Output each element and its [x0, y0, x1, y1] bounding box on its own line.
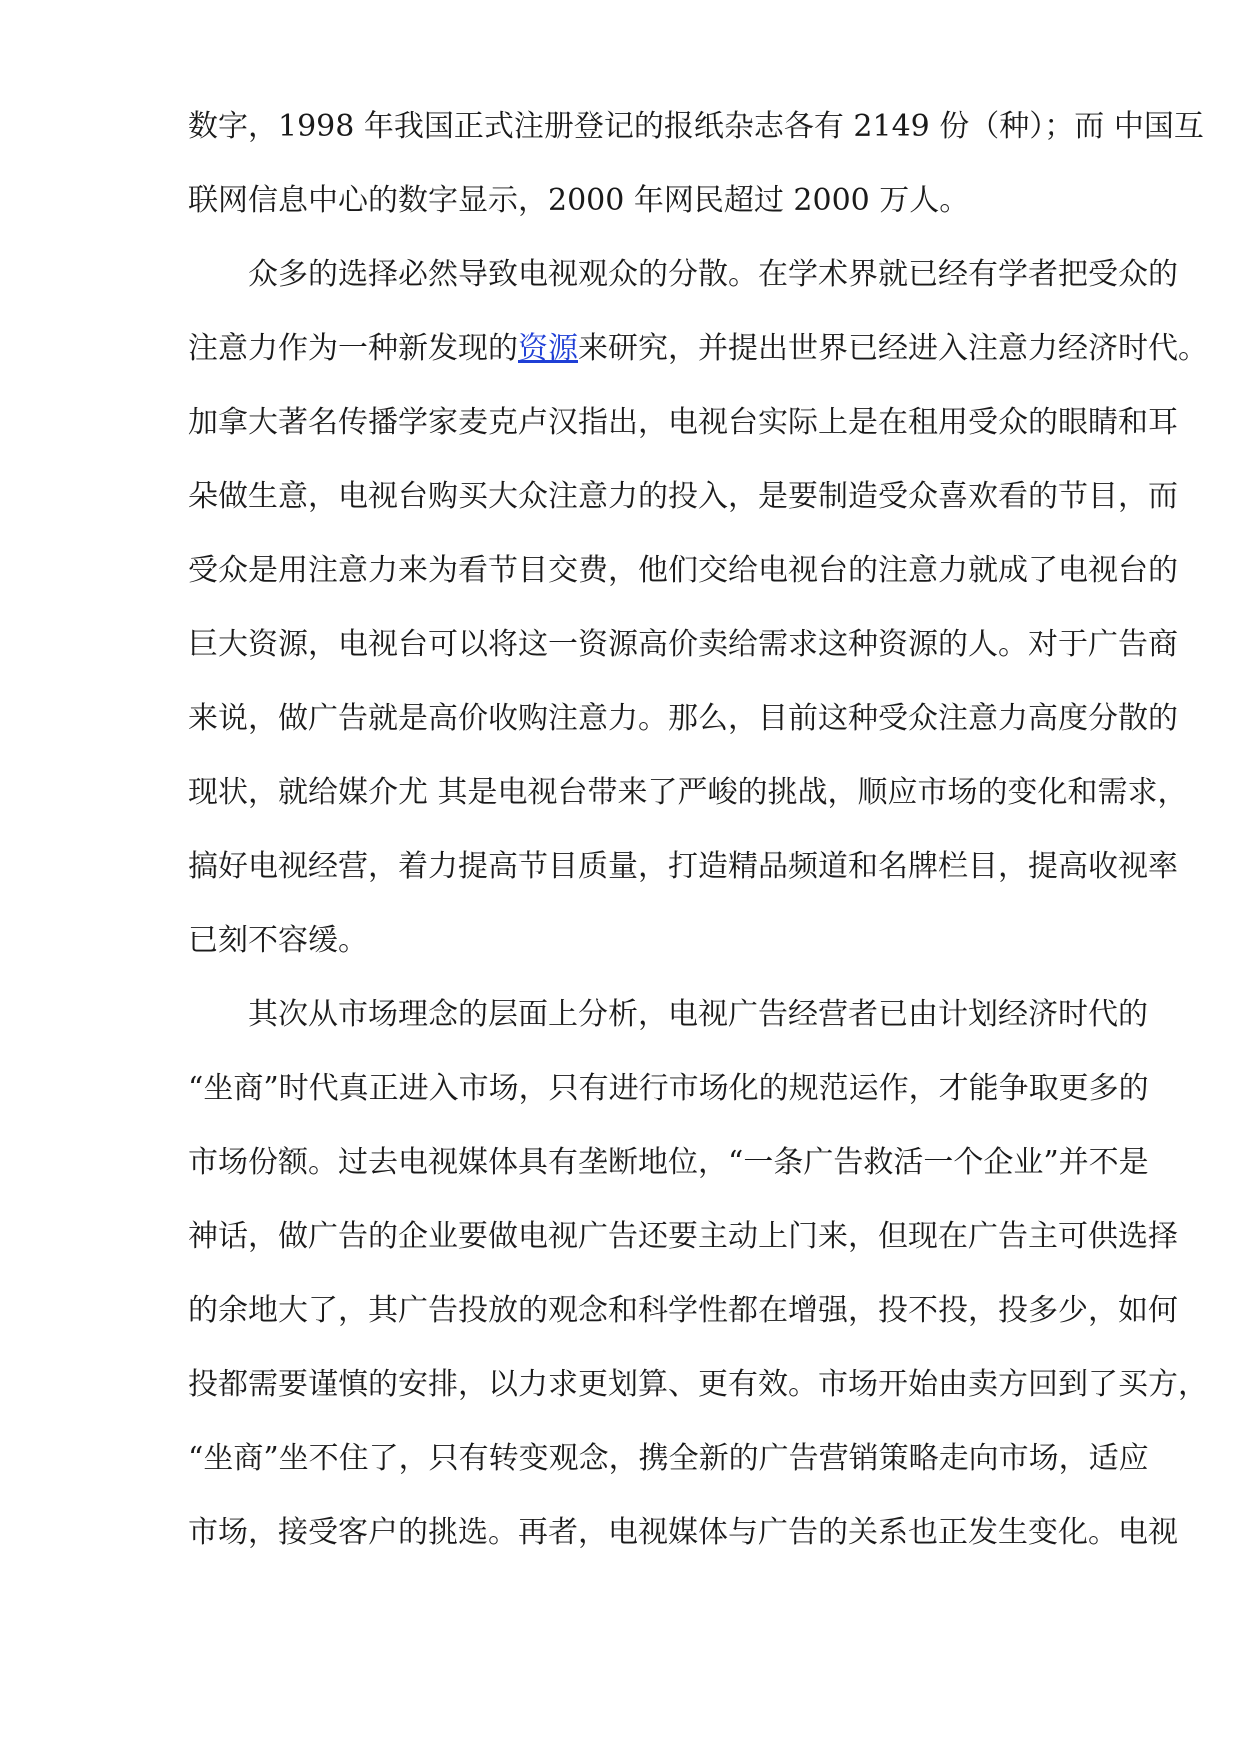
text-line: 加拿大著名传播学家麦克卢汉指出，电视台实际上是在租用受众的眼睛和耳: [188, 405, 1178, 440]
text-line: 已刻不容缓。: [188, 923, 368, 958]
text-line: 神话，做广告的企业要做电视广告还要主动上门来，但现在广告主可供选择: [188, 1219, 1178, 1254]
paragraph-first-line: 众多的选择必然导致电视观众的分散。在学术界就已经有学者把受众的: [248, 257, 1178, 292]
text-line: 的余地大了，其广告投放的观念和科学性都在增强，投不投，投多少，如何: [188, 1293, 1178, 1328]
text-fragment: 注意力作为一种新发现的: [188, 331, 518, 366]
text-line: 联网信息中心的数字显示，2000 年网民超过 2000 万人。: [188, 183, 970, 218]
text-line-with-link: [188, 312, 1208, 386]
body-text: [188, 90, 1208, 1570]
text-line: 数字，1998 年我国正式注册登记的报纸杂志各有 2149 份（种）；而 中国互: [188, 109, 1204, 144]
text-line: 投都需要谨慎的安排，以力求更划算、更有效。市场开始由卖方回到了买方，: [188, 1367, 1208, 1402]
text-line: 市场份额。过去电视媒体具有垄断地位，“一条广告救活一个企业”并不是: [188, 1145, 1149, 1180]
text-line: “坐商”时代真正进入市场，只有进行市场化的规范运作，才能争取更多的: [188, 1071, 1149, 1106]
text-fragment: 来研究，并提出世界已经进入注意力经济时代。: [578, 331, 1208, 366]
text-line: 搞好电视经营，着力提高节目质量，打造精品频道和名牌栏目，提高收视率: [188, 849, 1178, 884]
text-line: 受众是用注意力来为看节目交费，他们交给电视台的注意力就成了电视台的: [188, 553, 1178, 588]
paragraph-first-line: 其次从市场理念的层面上分析，电视广告经营者已由计划经济时代的: [248, 997, 1148, 1032]
resource-link[interactable]: 资源: [518, 331, 578, 366]
text-line: 来说，做广告就是高价收购注意力。那么，目前这种受众注意力高度分散的: [188, 701, 1178, 736]
text-line: 巨大资源，电视台可以将这一资源高价卖给需求这种资源的人。对于广告商: [188, 627, 1178, 662]
text-line: 朵做生意，电视台购买大众注意力的投入，是要制造受众喜欢看的节目，而: [188, 479, 1178, 514]
text-line: “坐商”坐不住了，只有转变观念，携全新的广告营销策略走向市场，适应: [188, 1441, 1149, 1476]
text-line: 市场，接受客户的挑选。再者，电视媒体与广告的关系也正发生变化。电视: [188, 1515, 1178, 1550]
text-line: 现状，就给媒介尤 其是电视台带来了严峻的挑战，顺应市场的变化和需求，: [188, 775, 1188, 810]
